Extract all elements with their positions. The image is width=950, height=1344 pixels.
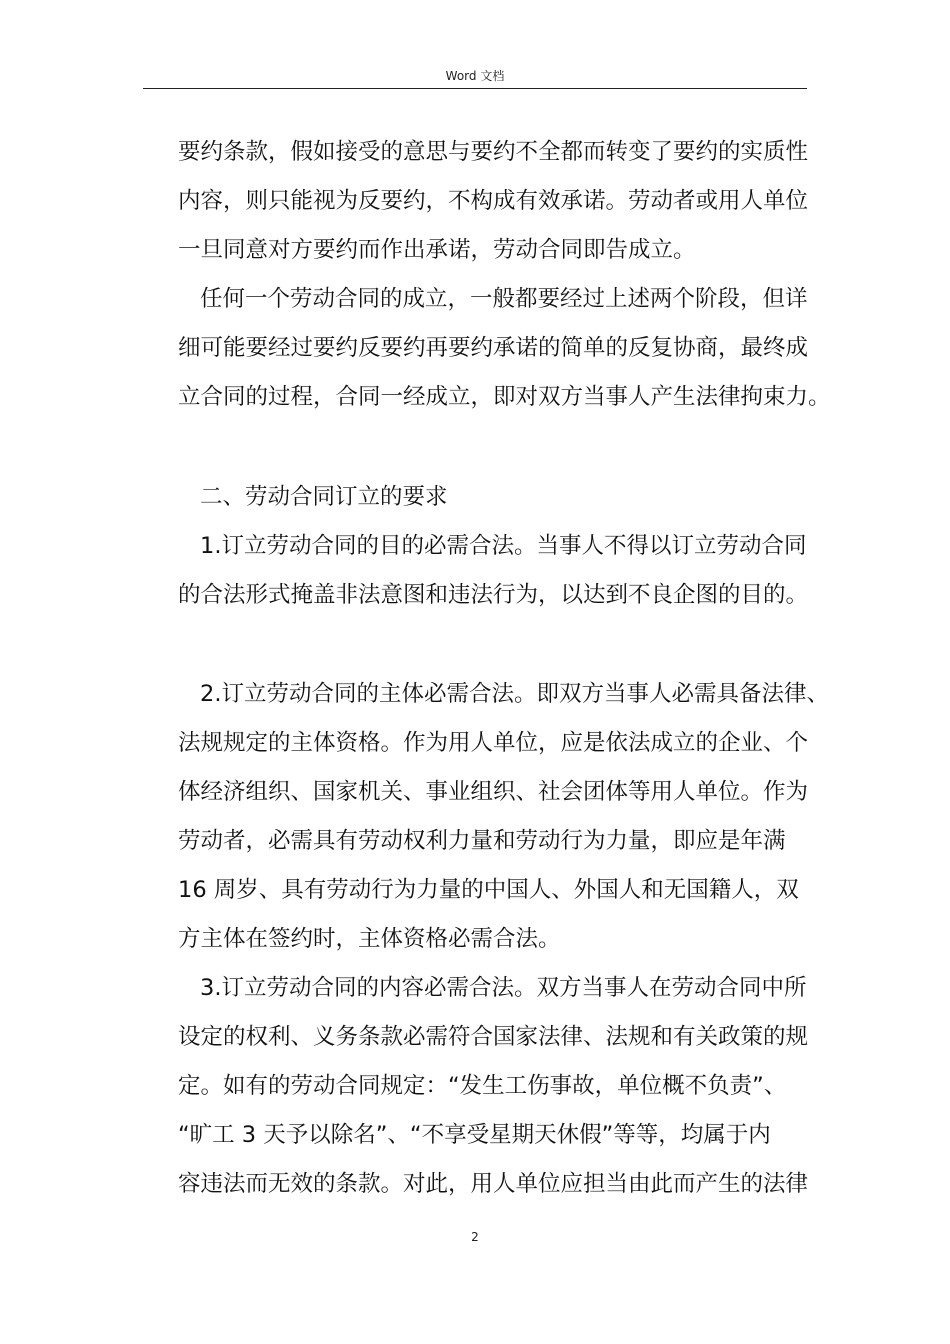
- body-line: 内容，则只能视为反要约，不构成有效承诺。劳动者或用人单位: [178, 188, 809, 214]
- body-line: 2.订立劳动合同的主体必需合法。即双方当事人必需具备法律、: [200, 681, 829, 707]
- body-line: 一旦同意对方要约而作出承诺，劳动合同即告成立。: [178, 237, 696, 263]
- body-line: 劳动者，必需具有劳动权利力量和劳动行为力量，即应是年满: [178, 828, 786, 854]
- body-line: 法规规定的主体资格。作为用人单位，应是依法成立的企业、个: [178, 730, 809, 756]
- body-line: 1.订立劳动合同的目的必需合法。当事人不得以订立劳动合同: [200, 533, 807, 559]
- body-line: 定。如有的劳动合同规定：“发生工伤事故，单位概不负责”、: [178, 1073, 787, 1099]
- section-heading: 二、劳动合同订立的要求: [200, 484, 448, 510]
- body-line: 立合同的过程，合同一经成立，即对双方当事人产生法律拘束力。: [178, 384, 831, 410]
- page-number: 2: [471, 1230, 479, 1244]
- body-line: 的合法形式掩盖非法意图和违法行为，以达到不良企图的目的。: [178, 582, 809, 608]
- body-line: 设定的权利、义务条款必需符合国家法律、法规和有关政策的规: [178, 1024, 809, 1050]
- header-divider: [143, 88, 807, 89]
- body-line: “旷工 3 天予以除名”、“不享受星期天休假”等等，均属于内: [178, 1122, 771, 1148]
- body-line: 细可能要经过要约反要约再要约承诺的简单的反复协商，最终成: [178, 335, 809, 361]
- body-line: 方主体在签约时，主体资格必需合法。: [178, 926, 561, 952]
- header-title: Word 文档: [445, 69, 505, 83]
- body-line: 体经济组织、国家机关、事业组织、社会团体等用人单位。作为: [178, 779, 809, 805]
- body-line: 3.订立劳动合同的内容必需合法。双方当事人在劳动合同中所: [200, 975, 807, 1001]
- body-line: 要约条款，假如接受的意思与要约不全都而转变了要约的实质性: [178, 139, 809, 165]
- body-line: 任何一个劳动合同的成立，一般都要经过上述两个阶段，但详: [200, 286, 808, 312]
- body-line: 容违法而无效的条款。对此，用人单位应担当由此而产生的法律: [178, 1171, 809, 1197]
- body-line: 16 周岁、具有劳动行为力量的中国人、外国人和无国籍人，双: [178, 877, 799, 903]
